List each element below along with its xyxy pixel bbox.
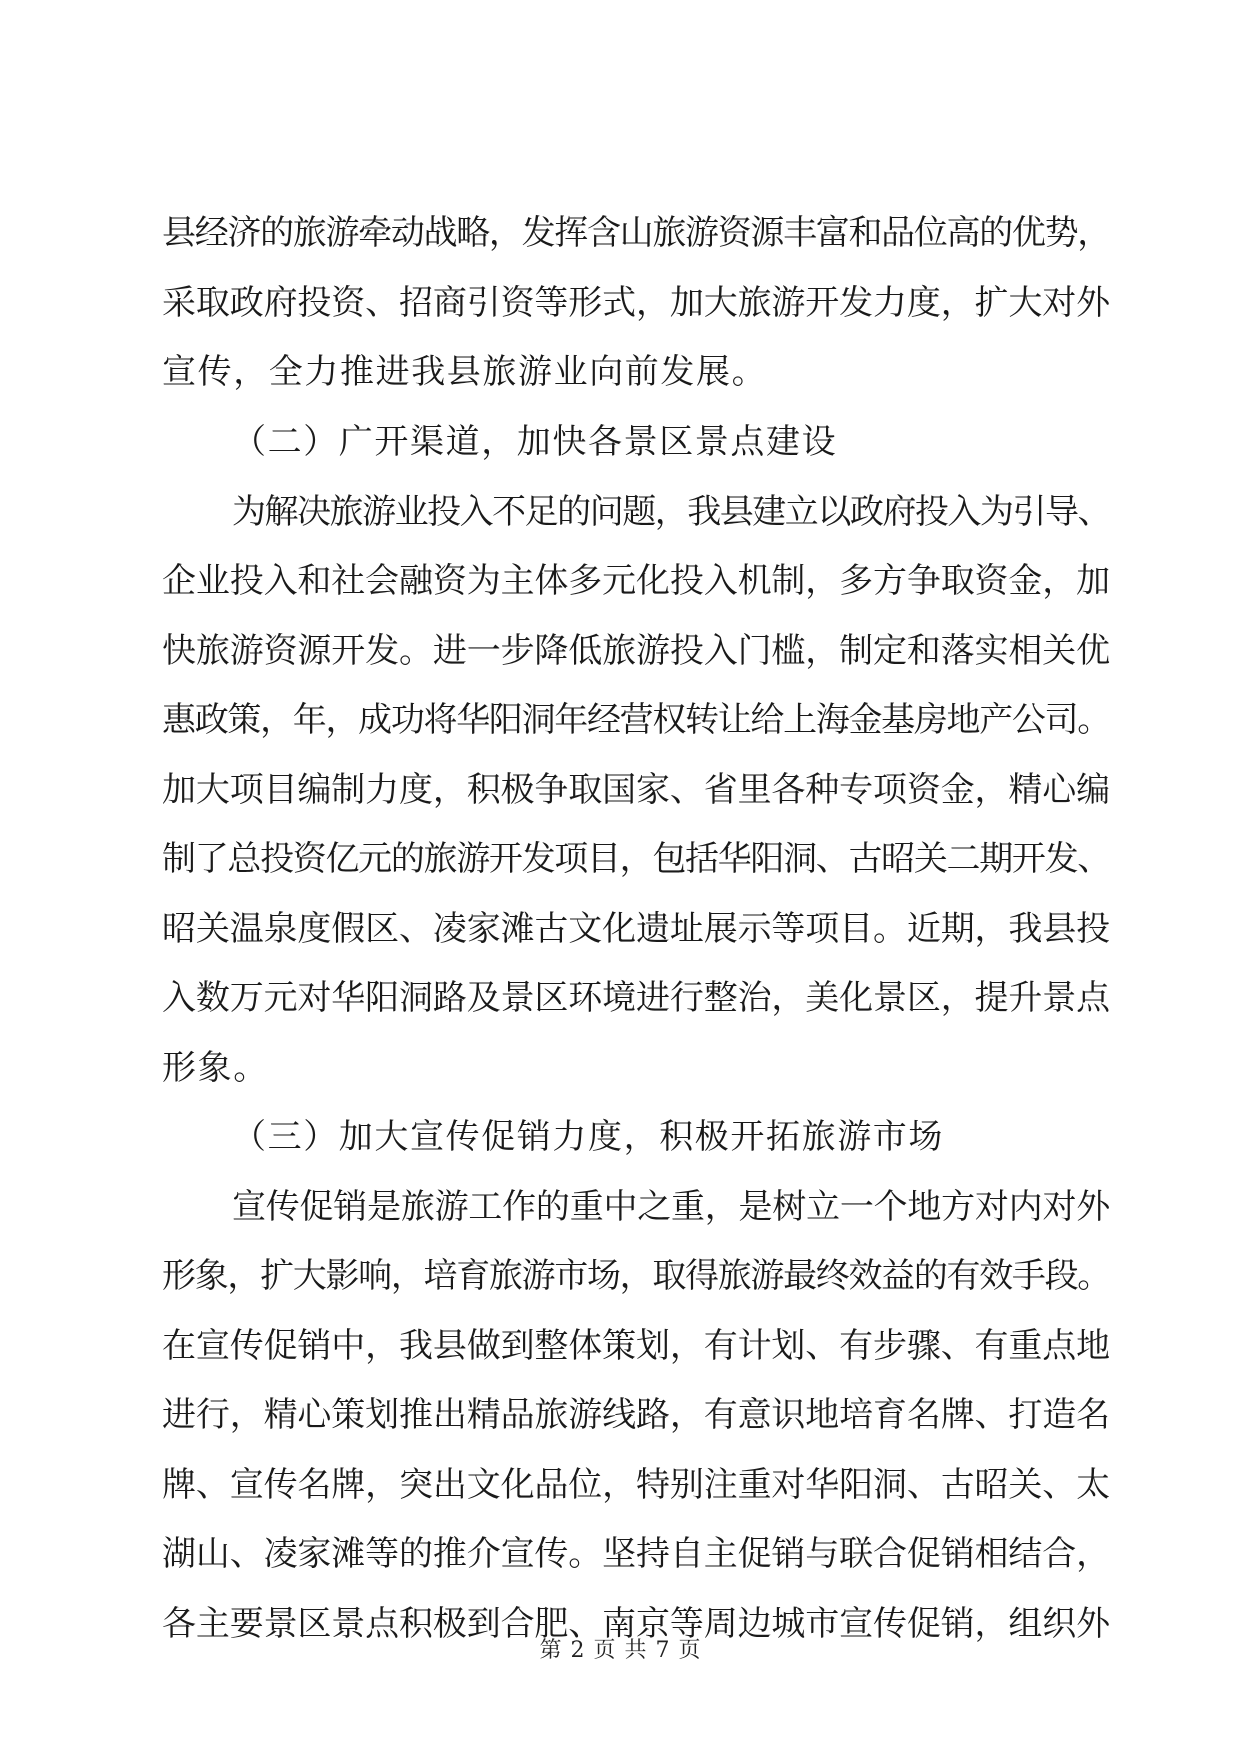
- section-heading: （二）广开渠道，加快各景区景点建设: [232, 422, 838, 462]
- text-line: 县经济的旅游牵动战略，发挥含山旅游资源丰富和品位高的优势，: [162, 213, 1110, 253]
- text-line: 加大项目编制力度，积极争取国家、省里各种专项资金，精心编: [162, 770, 1110, 810]
- text-line: 牌、宣传名牌，突出文化品位，特别注重对华阳洞、古昭关、太: [162, 1465, 1110, 1505]
- text-line: 采取政府投资、招商引资等形式，加大旅游开发力度，扩大对外: [162, 283, 1110, 323]
- text-line: 昭关温泉度假区、凌家滩古文化遗址展示等项目。近期，我县投: [162, 909, 1110, 949]
- text-line: 湖山、凌家滩等的推介宣传。坚持自主促销与联合促销相结合，: [162, 1534, 1110, 1574]
- page-footer: 第 2 页 共 7 页: [539, 1638, 702, 1663]
- text-line: 在宣传促销中，我县做到整体策划，有计划、有步骤、有重点地: [162, 1326, 1110, 1366]
- text-line: 企业投入和社会融资为主体多元化投入机制，多方争取资金，加: [162, 561, 1110, 601]
- section-heading: （三）加大宣传促销力度，积极开拓旅游市场: [232, 1117, 944, 1157]
- text-line: 宣传促销是旅游工作的重中之重，是树立一个地方对内对外: [232, 1187, 1110, 1227]
- text-line: 制了总投资亿元的旅游开发项目，包括华阳洞、古昭关二期开发、: [162, 839, 1110, 879]
- text-line: 为解决旅游业投入不足的问题，我县建立以政府投入为引导、: [232, 492, 1110, 532]
- text-line: 进行，精心策划推出精品旅游线路，有意识地培育名牌、打造名: [162, 1395, 1110, 1435]
- text-line: 各主要景区景点积极到合肥、南京等周边城市宣传促销，组织外: [162, 1604, 1110, 1644]
- text-line: 形象，扩大影响，培育旅游市场，取得旅游最终效益的有效手段。: [162, 1256, 1110, 1296]
- text-line: 宣传，全力推进我县旅游业向前发展。: [162, 352, 768, 392]
- text-line: 形象。: [162, 1048, 269, 1088]
- text-line: 快旅游资源开发。进一步降低旅游投入门槛，制定和落实相关优: [162, 631, 1110, 671]
- text-line: 惠政策，年，成功将华阳洞年经营权转让给上海金基房地产公司。: [162, 700, 1110, 740]
- text-line: 入数万元对华阳洞路及景区环境进行整治，美化景区，提升景点: [162, 978, 1110, 1018]
